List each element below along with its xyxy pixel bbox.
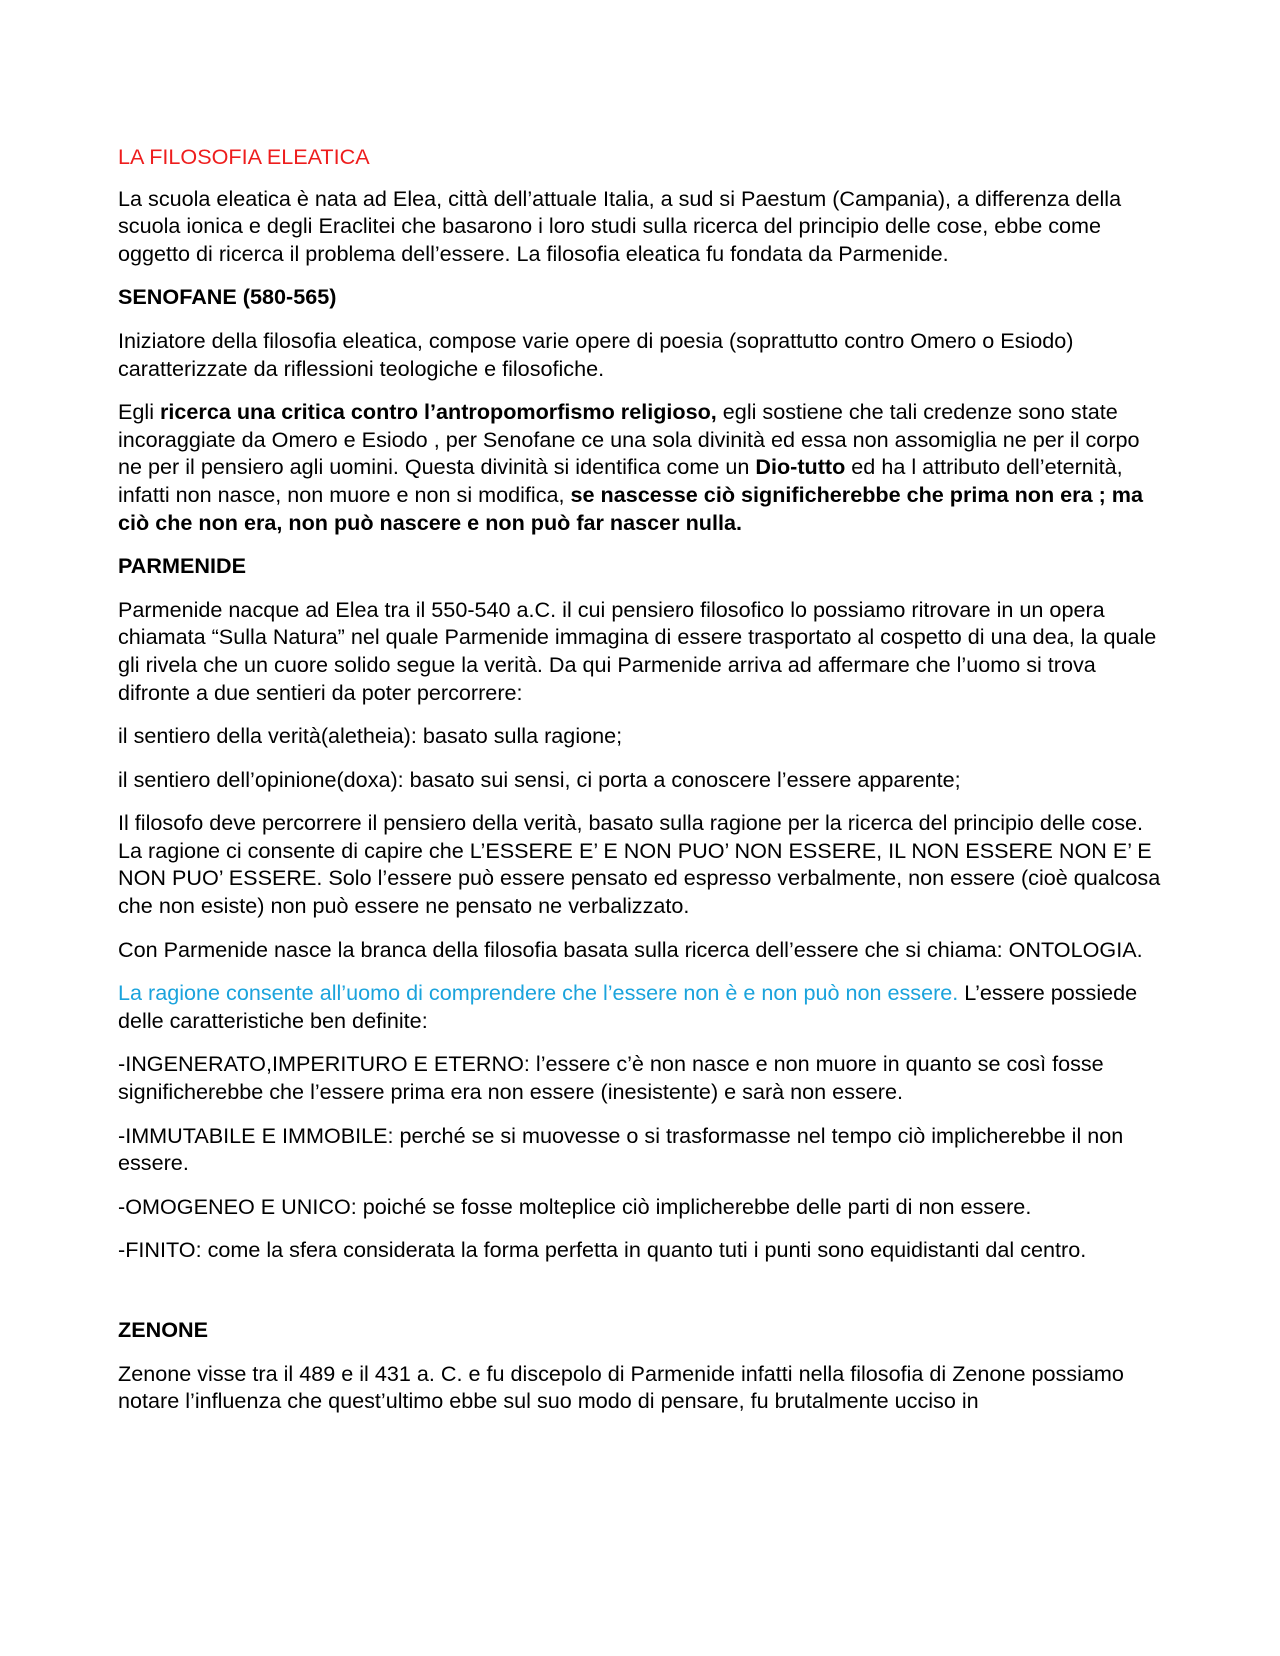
text-run: egli sostiene che tali credenze sono state incoraggiate da Omero e Esiodo , per Senofane ce una sola divinità ed essa non assomiglia ne per il corpo ne per il pensiero agli uomini. Questa divinità si identifica come un	[118, 399, 1140, 480]
zenone-paragraph-1: Zenone visse tra il 489 e il 431 a. C. e fu discepolo di Parmenide infatti nella filosofia di Zenone possiamo notare l’influenza che quest’ultimo ebbe sul suo modo di pensare, fu brutalmente ucciso in	[118, 1360, 1124, 1414]
senofane-paragraph-1: Iniziatore della filosofia eleatica, compose varie opere di poesia (soprattutto contro Omero o Esiodo) caratterizzate da riflessioni teologiche e filosofiche.	[118, 327, 1074, 381]
bold-run: ricerca una critica contro l’antropomorfismo religioso,	[160, 399, 717, 425]
parmenide-paragraph-3: Con Parmenide nasce la branca della filosofia basata sulla ricerca dell’essere che si chiama: ONTOLOGIA.	[118, 936, 1143, 962]
bold-run: se nascesse ciò significherebbe che prima non era ; ma ciò che non era, non può nascere e non può far nascer nulla.	[118, 481, 1143, 535]
text-run: ed ha l attributo dell’eternità, infatti non nasce, non muore e non si modifica,	[118, 454, 1123, 507]
text-run: Egli	[118, 399, 161, 425]
blank-line	[118, 1280, 1168, 1316]
section-heading-parmenide: PARMENIDE	[118, 553, 246, 579]
parmenide-path-truth: il sentiero della verità(aletheia): basato sulla ragione;	[118, 723, 623, 749]
trait-item: -OMOGENEO E UNICO: poiché se fosse molteplice ciò implicherebbe delle parti di non essere.	[118, 1193, 1032, 1219]
intro-paragraph: La scuola eleatica è nata ad Elea, città dell’attuale Italia, a sud si Paestum (Campania), a differenza della scuola ionica e degli Eraclitei che basarono i loro studi sulla ricerca del principio delle cose, ebbe come oggetto di ricerca il problema dell’essere. La filosofia eleatica fu fondata da Parmenide.	[118, 185, 1122, 266]
trait-item: -INGENERATO,IMPERITURO E ETERNO: l’essere c’è non nasce e non muore in quanto se così fosse significherebbe che l’essere prima era non essere (inesistente) e sarà non essere.	[118, 1051, 1104, 1105]
parmenide-paragraph-2: Il filosofo deve percorrere il pensiero della verità, basato sulla ragione per la ricerca del principio delle cose. La ragione ci consente di capire che L’ESSERE E’ E NON PUO’ NON ESSERE, IL NON ESSERE NON E’ E NON PUO’ ESSERE. Solo l’essere può essere pensato ed espresso verbalmente, non essere (cioè qualcosa che non esiste) non può essere ne pensato ne verbalizzato.	[118, 810, 1161, 919]
trait-item: -IMMUTABILE E IMMOBILE: perché se si muovesse o si trasformasse nel tempo ciò implicherebbe il non essere.	[118, 1122, 1124, 1176]
section-heading-senofane: SENOFANE (580-565)	[118, 284, 337, 310]
parmenide-paragraph-1: Parmenide nacque ad Elea tra il 550-540 a.C. il cui pensiero filosofico lo possiamo ritrovare in un opera chiamata “Sulla Natura” nel quale Parmenide immagina di essere trasportato al cospetto di una dea, la quale gli rivela che un cuore solido segue la verità. Da qui Parmenide arriva ad affermare che l’uomo si trova difronte a due sentieri da poter percorrere:	[118, 596, 1157, 705]
parmenide-path-opinion: il sentiero dell’opinione(doxa): basato sui sensi, ci porta a conoscere l’essere apparente;	[118, 766, 961, 792]
document-title: LA FILOSOFIA ELEATICA	[118, 144, 370, 169]
text-run: L’essere possiede delle caratteristiche ben definite:	[118, 980, 1138, 1033]
document-page	[118, 143, 1168, 1431]
trait-item: -FINITO: come la sfera considerata la forma perfetta in quanto tuti i punti sono equidistanti dal centro.	[118, 1237, 1087, 1263]
highlight-run: La ragione consente all’uomo di comprendere che l’essere non è e non può non essere.	[118, 980, 959, 1006]
section-heading-zenone: ZENONE	[118, 1317, 208, 1342]
bold-run: Dio-tutto	[755, 454, 846, 480]
parmenide-paragraph-4	[118, 979, 1168, 1034]
senofane-paragraph-2	[118, 398, 1168, 536]
